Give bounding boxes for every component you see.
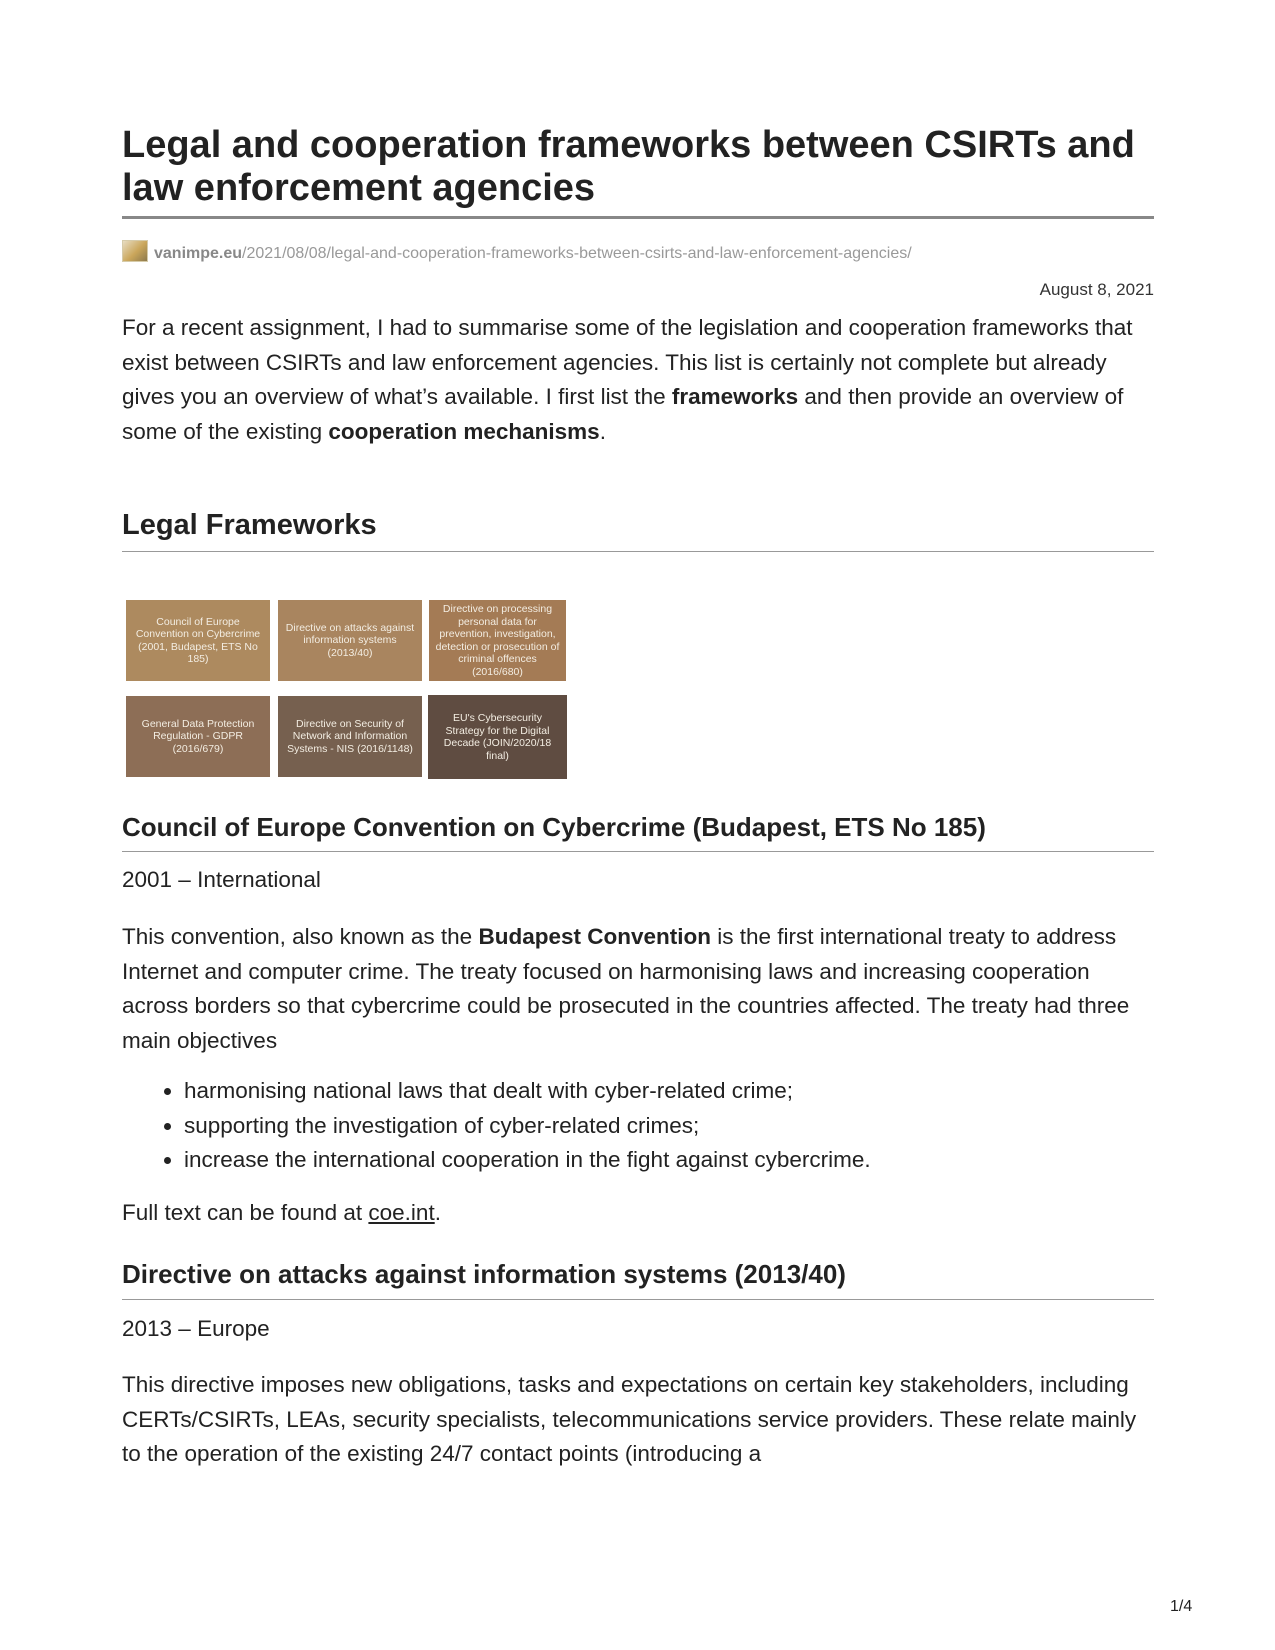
- intro-bold-mechanisms: cooperation mechanisms: [328, 418, 600, 444]
- list-item: • increase the international cooperation in the fight against cybercrime.: [184, 1143, 1216, 1178]
- intro-text-1: For a recent assignment, I had to summarise some of the legislation and cooperation frameworks that exist between CSIRTs and law enforcement agencies. This list is certainly not complete but already gives you an overview of what’s available. I first list the: [122, 315, 1133, 409]
- intro-bold-frameworks: frameworks: [671, 384, 799, 409]
- publish-date: August 8, 2021: [1039, 280, 1154, 299]
- tile-directive-2013-40: Directive on attacks against information systems (2013/40): [278, 600, 422, 681]
- section-budapest-meta: 2001 – International: [122, 867, 321, 892]
- intro-text-3: .: [599, 418, 606, 444]
- section-directive-paragraph: This directive imposes new obligations, tasks and expectations on certain key stakeholders, including CERTs/CSIRTs, LEAs, security specialists, telecommunications service providers. These relate mainly to the operation of the existing 24/7 contact points (introducing a: [122, 1372, 1137, 1466]
- frameworks-image: [126, 600, 586, 790]
- section-budapest-paragraph: [122, 920, 1154, 1058]
- tile-directive-2016-680: Directive on processing personal data for prevention, investigation, detection or prosecution of criminal offences (2016/680): [429, 600, 566, 681]
- page-number: 1/4: [1170, 1598, 1193, 1615]
- list-item: • supporting the investigation of cyber-related crimes;: [184, 1109, 1216, 1144]
- section-budapest-heading: Council of Europe Convention on Cybercrime (Budapest, ETS No 185): [122, 812, 986, 842]
- objectives-list: [122, 1074, 1216, 1178]
- coe-int-link[interactable]: coe.int: [368, 1200, 435, 1225]
- section-directive-heading: Directive on attacks against information systems (2013/40): [122, 1259, 846, 1289]
- source-domain[interactable]: vanimpe.eu: [154, 245, 243, 262]
- tile-gdpr: General Data Protection Regulation - GDPR (2016/679): [126, 696, 270, 777]
- fulltext-prefix: Full text can be found at: [122, 1200, 369, 1225]
- legal-frameworks-heading: Legal Frameworks: [122, 509, 377, 541]
- budapest-text-1: This convention, also known as the: [122, 924, 479, 949]
- intro-text-2: and then provide an overview of some of the existing: [122, 384, 1124, 444]
- list-item: • harmonising national laws that dealt with cyber-related crime;: [184, 1074, 1216, 1109]
- budapest-bold: Budapest Convention: [478, 924, 711, 949]
- site-favicon-icon: [122, 240, 148, 262]
- budapest-text-2: is the first international treaty to address Internet and computer crime. The treaty focused on harmonising laws and increasing cooperation across borders so that cybercrime could be prosecuted in the countries affected. The treaty had three main objectives: [122, 924, 1130, 1053]
- legal-frameworks-divider: [122, 551, 1154, 552]
- fulltext-line: [122, 1196, 1154, 1231]
- source-path[interactable]: /2021/08/08/legal-and-cooperation-frameworks-between-csirts-and-law-enforcement-agencies/: [242, 245, 912, 262]
- section-budapest-divider: [122, 851, 1154, 852]
- tile-budapest-convention: Council of Europe Convention on Cybercrime (2001, Budapest, ETS No 185): [126, 600, 270, 681]
- section-directive-meta: 2013 – Europe: [122, 1316, 270, 1341]
- section-directive-divider: [122, 1299, 1154, 1300]
- tile-nis-directive: Directive on Security of Network and Information Systems - NIS (2016/1148): [278, 696, 422, 777]
- page-title: Legal and cooperation frameworks between CSIRTs and law enforcement agencies: [122, 124, 1135, 209]
- fulltext-suffix: .: [434, 1200, 441, 1225]
- source-url[interactable]: [122, 240, 912, 263]
- title-divider: [122, 216, 1154, 219]
- intro-paragraph: [122, 311, 1154, 449]
- tile-cybersecurity-strategy: EU's Cybersecurity Strategy for the Digital Decade (JOIN/2020/18 final): [428, 695, 567, 779]
